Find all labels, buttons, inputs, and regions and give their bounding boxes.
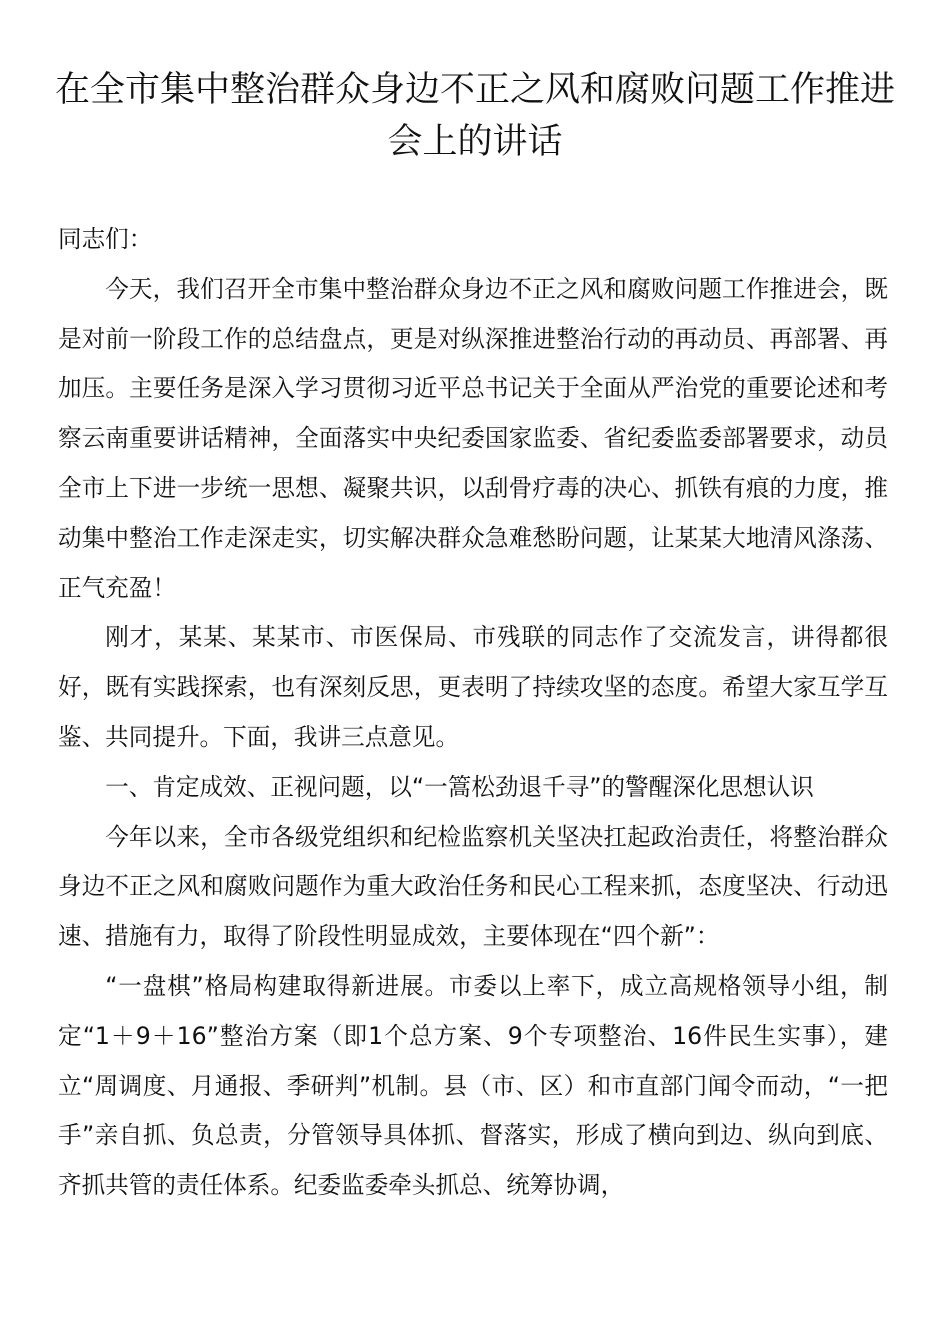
paragraph-intro: 今天，我们召开全市集中整治群众身边不正之风和腐败问题工作推进会，既是对前一阶段工作的总结盘点，更是对纵深推进整治行动的再动员、再部署、再加压。主要任务是深入学习贯彻习近平总书记关于全面从严治党的重要论述和考察云南重要讲话精神，全面落实中央纪委国家监委、省纪委监委部署要求，动员全市上下进一步统一思想、凝聚共识，以刮骨疗毒的决心、抓铁有痕的力度，推动集中整治工作走深走实，切实解决群众急难愁盼问题，让某某大地清风涤荡、正气充盈！ [58,274,888,602]
document-title: 在全市集中整治群众身边不正之风和腐败问题工作推进会上的讲话 [54,70,895,162]
document-body [58,215,888,1211]
paragraph-pattern: “一盘棋”格局构建取得新进展。市委以上率下，成立高规格领导小组，制定“1＋9＋16”整治方案（即1个总方案、9个专项整治、16件民生实事），建立“周调度、月通报、季研判”机制。县（市、区）和市直部门闻令而动，“一把手”亲自抓、负总责，分管领导具体抓、督落实，形成了横向到边、纵向到底、齐抓共管的责任体系。纪委监委牵头抓总、统筹协调， [58,971,888,1200]
paragraph-exchange: 刚才，某某、某某市、市医保局、市残联的同志作了交流发言，讲得都很好，既有实践探索，也有深刻反思，更表明了持续攻坚的态度。希望大家互学互鉴、共同提升。下面，我讲三点意见。 [58,623,888,751]
section-heading-1: 一、肯定成效、正视问题，以“一篙松劲退千寻”的警醒深化思想认识 [105,772,814,801]
paragraph-achievements: 今年以来，全市各级党组织和纪检监察机关坚决扛起政治责任，将整治群众身边不正之风和腐败问题作为重大政治任务和民心工程来抓，态度坚决、行动迅速、措施有力，取得了阶段性明显成效，主要体现在“四个新”： [58,822,888,951]
salutation: 同志们： [58,225,153,253]
